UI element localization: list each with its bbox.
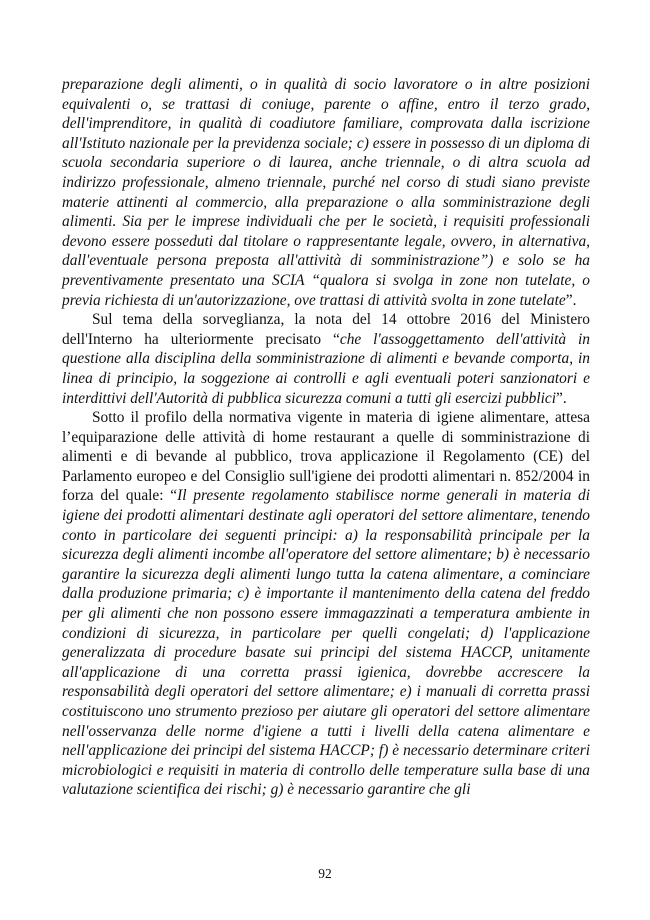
paragraph-3	[62, 408, 590, 800]
paragraph-2-start: Sul tema della sorveglianza, la nota del 14 ottobre 2016 del Ministero dell'Interno ha ulteriormente precisato “	[62, 311, 590, 348]
body-text	[62, 75, 590, 800]
paragraph-1-end: ”.	[565, 291, 577, 309]
paragraph-3-start: Sotto il profilo della normativa vigente in materia di igiene alimentare, attesa l’equiparazione delle attività di home restaurant a quelle di somministrazione di alimenti e di bevande al pubblico, trova applicazione il Regolamento (CE) del Parlamento europeo e del Consiglio sull'igiene dei prodotti alimentari n. 852/2004 in forza del quale: “	[62, 409, 590, 505]
paragraph-2	[62, 310, 590, 408]
paragraph-2-italic: che l'assoggettamento dell'attività in questione alla disciplina della somministrazione di alimenti e bevande comporta, in linea di principio, la soggezione ai controlli e agli eventuali poteri sanzionatori e interdittivi dell'Autorità di pubblica sicurezza comuni a tutti gli esercizi pubblici	[62, 330, 590, 407]
paragraph-3-italic: Il presente regolamento stabilisce norme generali in materia di igiene dei prodotti alimentari destinate agli operatori del settore alimentare, tenendo conto in particolare dei seguenti principi: a) la responsabilità principale per la sicurezza degli alimenti incombe all'operatore del settore alimentare; b) è necessario garantire la sicurezza degli alimenti lungo tutta la catena alimentare, a cominciare dalla produzione primaria; c) è importante il mantenimento della catena del freddo per gli alimenti che non possono essere immagazzinati a temperatura ambiente in condizioni di sicurezza, in particolare per quelli congelati; d) l'applicazione generalizzata di procedure basate sui principi del sistema HACCP, unitamente all'applicazione di una corretta prassi igienica, dovrebbe accrescere la responsabilità degli operatori del settore alimentare; e) i manuali di corretta prassi costituiscono uno strumento prezioso per aiutare gli operatori del settore alimentare nell'osservanza delle norme d'igiene a tutti i livelli della catena alimentare e nell'applicazione dei principi del sistema HACCP; f) è necessario determinare criteri microbiologici e requisiti in materia di controllo delle temperature sulla base di una valutazione scientifica dei rischi; g) è necessario garantire che gli	[62, 487, 591, 799]
page-number: 92	[318, 866, 332, 881]
paragraph-1	[62, 75, 590, 310]
paragraph-2-end: ”.	[556, 389, 567, 407]
paragraph-1-italic: preparazione degli alimenti, o in qualità di socio lavoratore o in altre posizioni equivalenti o, se trattasi di coniuge, parente o affine, entro il terzo grado, dell'imprenditore, in qualità di coadiutore familiare, comprovata dalla iscrizione all'Istituto nazionale per la previdenza sociale; c) essere in possesso di un diploma di scuola secondaria superiore o di laurea, anche triennale, o di altra scuola ad indirizzo professionale, almeno triennale, purché nel corso di studi siano previste materie attinenti al commercio, alla preparazione o alla somministrazione degli alimenti. Sia per le imprese individuali che per le società, i requisiti professionali devono essere posseduti dal titolare o rappresentante legale, ovvero, in alternativa, dall'eventuale persona preposta all'attività di somministrazione”) e solo se ha preventivamente presentato una SCIA “qualora si svolga in zone non tutelate, o previa richiesta di un'autorizzazione, ove trattasi di attività svolta in zone tutelate	[62, 76, 590, 309]
